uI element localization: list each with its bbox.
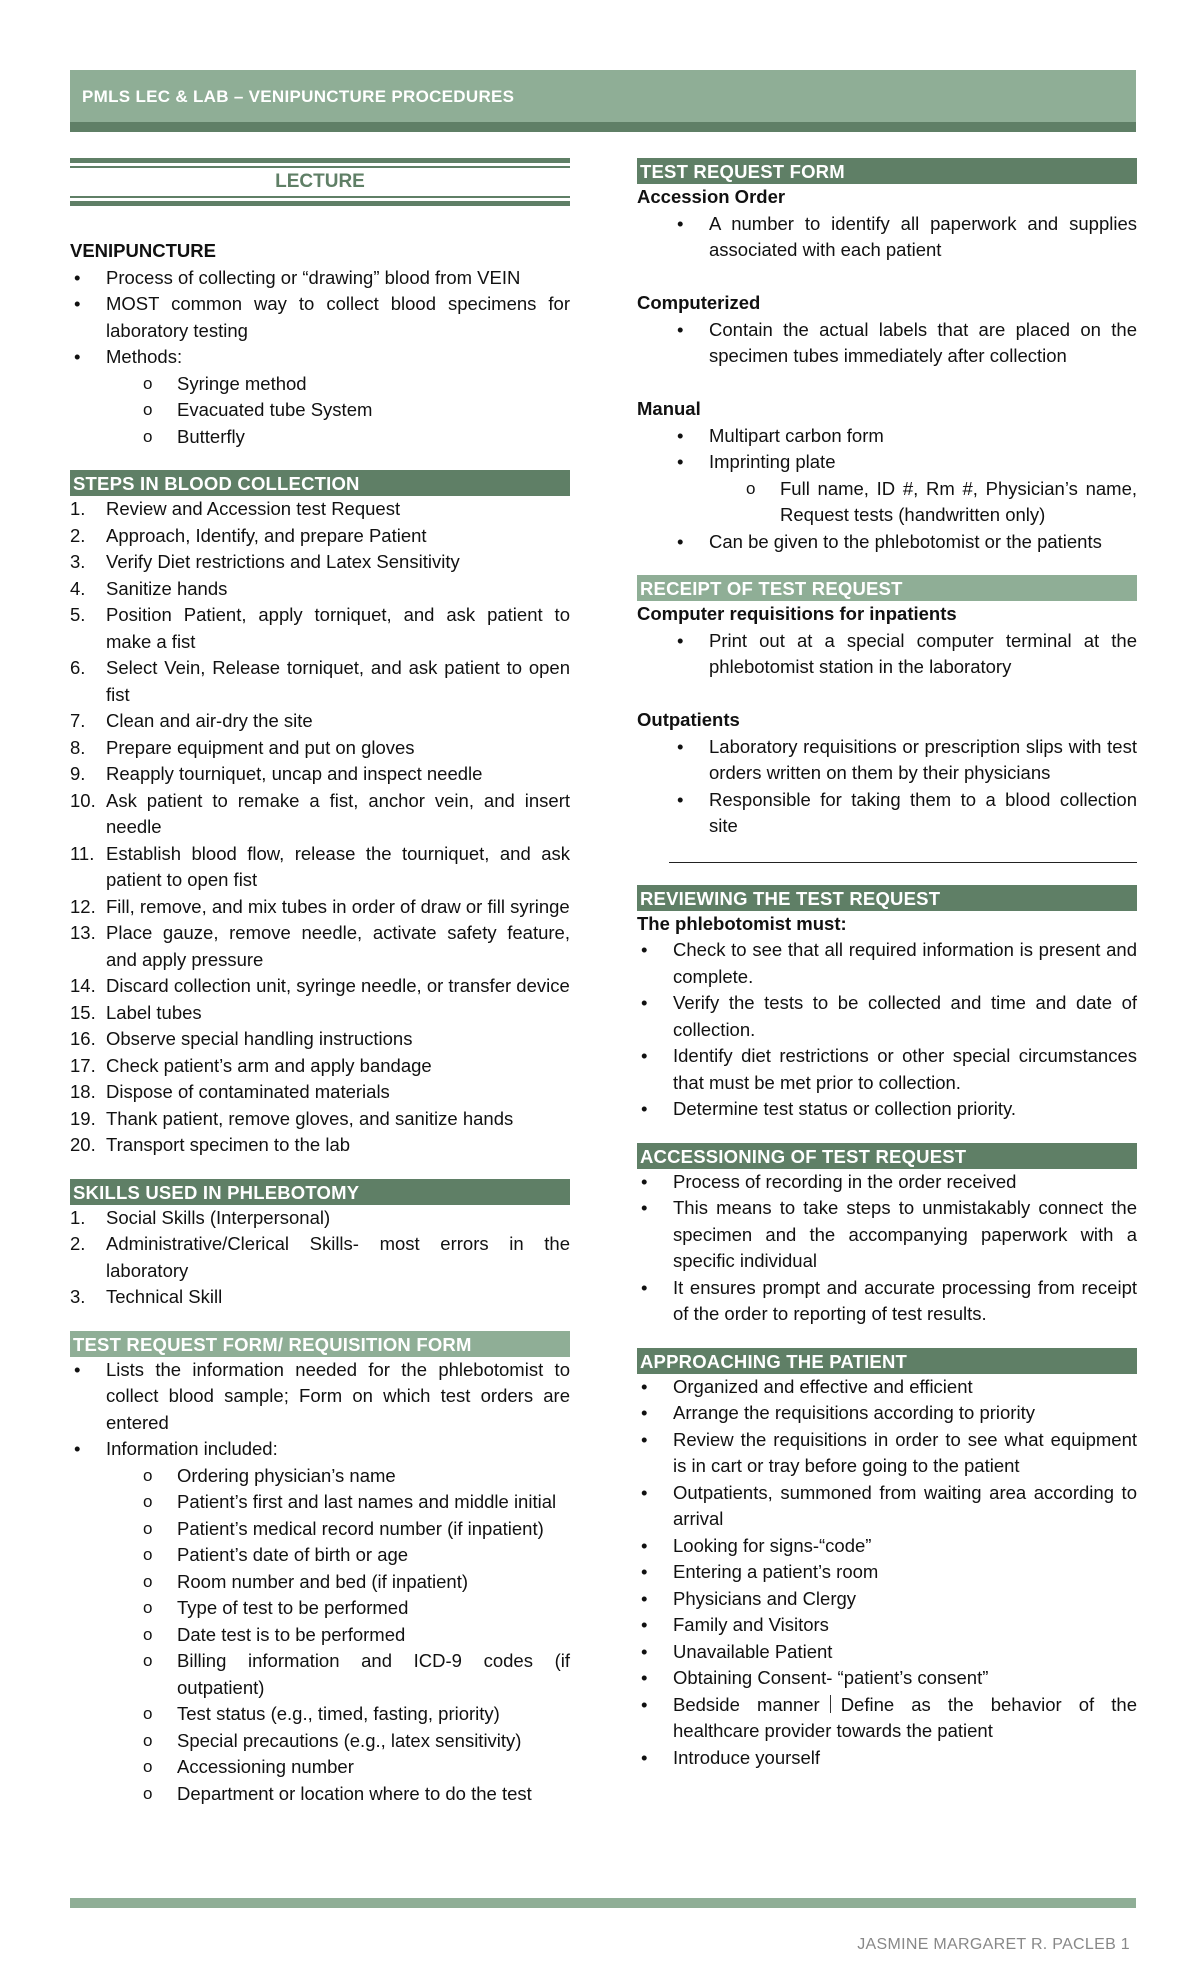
list-item — [70, 496, 570, 523]
list-item: o Patient’s date of birth or age — [70, 1542, 570, 1569]
list-item: • Review the requisitions in order to see what equipment is in cart or tray before going to the patient — [637, 1427, 1137, 1480]
item-text: Position Patient, apply torniquet, and ask patient to make a fist — [106, 604, 570, 652]
list-item: • Introduce yourself — [637, 1745, 1137, 1772]
item-text: Check patient’s arm and apply bandage — [106, 1054, 432, 1076]
item-text: Prepare equipment and put on gloves — [106, 736, 415, 758]
separator — [830, 1695, 831, 1713]
item-text: Reapply tourniquet, uncap and inspect needle — [106, 763, 483, 784]
list-item — [637, 1692, 1137, 1745]
computerized-list — [637, 317, 1137, 370]
list-item: • Information included: — [70, 1436, 570, 1463]
list-item: • Verify the tests to be collected and time and date of collection. — [637, 990, 1137, 1043]
reviewing-label: The phlebotomist must: — [637, 912, 847, 934]
item-number: 1. — [70, 1206, 86, 1228]
item-text: Ask patient to remake a fist, anchor vein, and insert needle — [106, 789, 570, 837]
list-item — [70, 1000, 570, 1027]
list-item — [70, 1053, 570, 1080]
list-item: • Arrange the requisitions according to priority — [637, 1400, 1137, 1427]
item-text: Select Vein, Release torniquet, and ask patient to open fist — [106, 657, 570, 705]
outpatients-list — [637, 734, 1137, 840]
list-item: o Syringe method — [70, 371, 570, 398]
list-item: • Methods: — [70, 344, 570, 371]
item-number: 5. — [70, 604, 86, 625]
list-item: • Outpatients, summoned from waiting area according to arrival — [637, 1480, 1137, 1533]
item-text: Dispose of contaminated materials — [106, 1081, 390, 1102]
lecture-banner — [70, 158, 570, 206]
trf-heading: TEST REQUEST FORM/ REQUISITION FORM — [70, 1331, 570, 1357]
item-number: 15. — [70, 1001, 96, 1023]
list-item: • Imprinting plate — [637, 449, 1137, 476]
list-item: o Ordering physician’s name — [70, 1463, 570, 1490]
item-text: Verify Diet restrictions and Latex Sensitivity — [106, 551, 460, 572]
accessioning-heading: ACCESSIONING OF TEST REQUEST — [637, 1143, 1137, 1169]
item-text: Sanitize hands — [106, 577, 228, 599]
list-item: • Determine test status or collection priority. — [637, 1096, 1137, 1123]
receipt-heading: RECEIPT OF TEST REQUEST — [637, 575, 1137, 601]
test-request-form-heading: TEST REQUEST FORM — [637, 158, 1137, 184]
list-item: • Multipart carbon form — [637, 423, 1137, 450]
reviewing-heading: REVIEWING THE TEST REQUEST — [637, 885, 1137, 911]
item-number: 18. — [70, 1081, 96, 1102]
list-item: • Unavailable Patient — [637, 1639, 1137, 1666]
list-item: o Patient’s medical record number (if inpatient) — [70, 1516, 570, 1543]
list-item: o Department or location where to do the test — [70, 1781, 570, 1808]
list-item: o Date test is to be performed — [70, 1622, 570, 1649]
accession-list — [637, 211, 1137, 264]
item-number: 14. — [70, 975, 96, 996]
list-item — [70, 1284, 570, 1311]
manual-list — [637, 423, 1137, 476]
list-item: • Check to see that all required information is present and complete. — [637, 937, 1137, 990]
list-item: o Special precautions (e.g., latex sensitivity) — [70, 1728, 570, 1755]
bedside-label: Bedside manner — [673, 1693, 820, 1715]
list-item: • Physicians and Clergy — [637, 1586, 1137, 1613]
list-item — [70, 1132, 570, 1159]
header-title: PMLS LEC & LAB – VENIPUNCTURE PROCEDURES — [82, 87, 515, 106]
outpatients-label: Outpatients — [637, 709, 740, 730]
list-item — [70, 841, 570, 894]
list-item: • Lists the information needed for the phlebotomist to collect blood sample; Form on which test orders are entered — [70, 1357, 570, 1437]
approaching-list — [637, 1374, 1137, 1692]
approaching-list-2 — [637, 1692, 1137, 1772]
approaching-heading: APPROACHING THE PATIENT — [637, 1348, 1137, 1374]
list-item — [70, 549, 570, 576]
item-number: 3. — [70, 551, 86, 572]
item-number: 12. — [70, 895, 96, 917]
item-text: Social Skills (Interpersonal) — [106, 1206, 331, 1228]
list-item: • Laboratory requisitions or prescription slips with test orders written on them by their physicians — [637, 734, 1137, 787]
skills-heading: SKILLS USED IN PHLEBOTOMY — [70, 1179, 570, 1205]
list-item — [70, 602, 570, 655]
manual-label: Manual — [637, 398, 701, 419]
list-item: • Organized and effective and efficient — [637, 1374, 1137, 1401]
item-text: Establish blood flow, release the tourniquet, and ask patient to open fist — [106, 842, 570, 890]
item-number: 1. — [70, 498, 86, 519]
list-item: o Full name, ID #, Rm #, Physician’s name, Request tests (handwritten only) — [637, 476, 1137, 529]
list-item: • Can be given to the phlebotomist or the patients — [637, 529, 1137, 556]
item-text: Observe special handling instructions — [106, 1028, 413, 1049]
trf-list — [70, 1357, 570, 1463]
list-item — [70, 655, 570, 708]
list-item — [70, 1079, 570, 1106]
list-item: • MOST common way to collect blood specimens for laboratory testing — [70, 291, 570, 344]
computerized-label: Computerized — [637, 292, 761, 313]
item-text: Administrative/Clerical Skills- most errors in the laboratory — [106, 1233, 570, 1281]
item-text: Review and Accession test Request — [106, 498, 401, 519]
list-item: • Process of recording in the order received — [637, 1169, 1137, 1196]
list-item: • Entering a patient’s room — [637, 1559, 1137, 1586]
list-item: • Responsible for taking them to a blood collection site — [637, 787, 1137, 840]
list-item: • Process of collecting or “drawing” blood from VEIN — [70, 265, 570, 292]
inpatients-label: Computer requisitions for inpatients — [637, 603, 957, 624]
accessioning-list — [637, 1169, 1137, 1328]
item-text: Transport specimen to the lab — [106, 1134, 351, 1155]
item-number: 17. — [70, 1054, 96, 1076]
footer-bar — [70, 1898, 1136, 1908]
list-item: • Obtaining Consent- “patient’s consent” — [637, 1665, 1137, 1692]
item-text: Thank patient, remove gloves, and sanitize hands — [106, 1107, 514, 1129]
steps-list — [70, 496, 570, 1159]
manual-sub-list — [637, 476, 1137, 529]
item-text: Clean and air-dry the site — [106, 710, 313, 731]
item-number: 4. — [70, 577, 86, 599]
list-item — [70, 523, 570, 550]
list-item: • Identify diet restrictions or other special circumstances that must be met prior to collection. — [637, 1043, 1137, 1096]
item-number: 6. — [70, 657, 86, 678]
list-item — [70, 1026, 570, 1053]
list-item: • It ensures prompt and accurate processing from receipt of the order to reporting of test results. — [637, 1275, 1137, 1328]
bedside-definition: Define as the behavior of the healthcare provider towards the patient — [673, 1693, 1137, 1741]
list-item — [70, 1106, 570, 1133]
item-text: Fill, remove, and mix tubes in order of draw or fill syringe — [106, 895, 570, 917]
steps-heading: STEPS IN BLOOD COLLECTION — [70, 470, 570, 496]
methods-list — [70, 371, 570, 451]
reviewing-list — [637, 937, 1137, 1123]
list-item: • Contain the actual labels that are placed on the specimen tubes immediately after collection — [637, 317, 1137, 370]
trf-info-list — [70, 1463, 570, 1808]
right-column — [637, 158, 1137, 1771]
item-number: 7. — [70, 710, 86, 731]
list-item: • Family and Visitors — [637, 1612, 1137, 1639]
list-item — [70, 788, 570, 841]
item-number: 11. — [70, 842, 95, 864]
divider — [669, 862, 1137, 863]
item-text: Approach, Identify, and prepare Patient — [106, 524, 427, 546]
list-item: • A number to identify all paperwork and supplies associated with each patient — [637, 211, 1137, 264]
list-item — [70, 761, 570, 788]
item-number: 2. — [70, 524, 86, 546]
inpatients-list — [637, 628, 1137, 681]
item-number: 9. — [70, 763, 86, 784]
item-number: 16. — [70, 1028, 96, 1049]
list-item: o Evacuated tube System — [70, 397, 570, 424]
list-item: o Butterfly — [70, 424, 570, 451]
list-item: • This means to take steps to unmistakably connect the specimen and the accompanying paperwork with a specific individual — [637, 1195, 1137, 1275]
item-text: Place gauze, remove needle, activate safety feature, and apply pressure — [106, 922, 570, 970]
lecture-label: LECTURE — [275, 171, 365, 192]
list-item — [70, 1205, 570, 1232]
item-number: 20. — [70, 1134, 96, 1155]
item-number: 2. — [70, 1233, 86, 1254]
list-item: o Room number and bed (if inpatient) — [70, 1569, 570, 1596]
list-item: • Looking for signs-“code” — [637, 1533, 1137, 1560]
list-item: o Accessioning number — [70, 1754, 570, 1781]
list-item: • Print out at a special computer terminal at the phlebotomist station in the laboratory — [637, 628, 1137, 681]
accession-order-label: Accession Order — [637, 186, 786, 207]
list-item — [70, 920, 570, 973]
manual-list-2 — [637, 529, 1137, 556]
list-item: o Patient’s first and last names and middle initial — [70, 1489, 570, 1516]
page-header — [70, 70, 1136, 132]
item-number: 19. — [70, 1107, 96, 1129]
item-text: Label tubes — [106, 1001, 202, 1023]
list-item — [70, 708, 570, 735]
item-text: Discard collection unit, syringe needle, or transfer device — [106, 975, 570, 996]
list-item: o Billing information and ICD-9 codes (if outpatient) — [70, 1648, 570, 1701]
list-item — [70, 894, 570, 921]
item-number: 10. — [70, 789, 96, 811]
left-column — [70, 158, 570, 1807]
venipuncture-heading: VENIPUNCTURE — [70, 240, 216, 261]
item-text: Technical Skill — [106, 1286, 223, 1307]
list-item — [70, 735, 570, 762]
venipuncture-list — [70, 265, 570, 371]
list-item — [70, 1231, 570, 1284]
item-number: 13. — [70, 922, 96, 943]
list-item — [70, 576, 570, 603]
footer-author: JASMINE MARGARET R. PACLEB 1 — [857, 1936, 1130, 1953]
list-item — [70, 973, 570, 1000]
list-item: o Type of test to be performed — [70, 1595, 570, 1622]
skills-list — [70, 1205, 570, 1311]
item-number: 3. — [70, 1286, 86, 1307]
item-number: 8. — [70, 736, 86, 758]
list-item: o Test status (e.g., timed, fasting, priority) — [70, 1701, 570, 1728]
